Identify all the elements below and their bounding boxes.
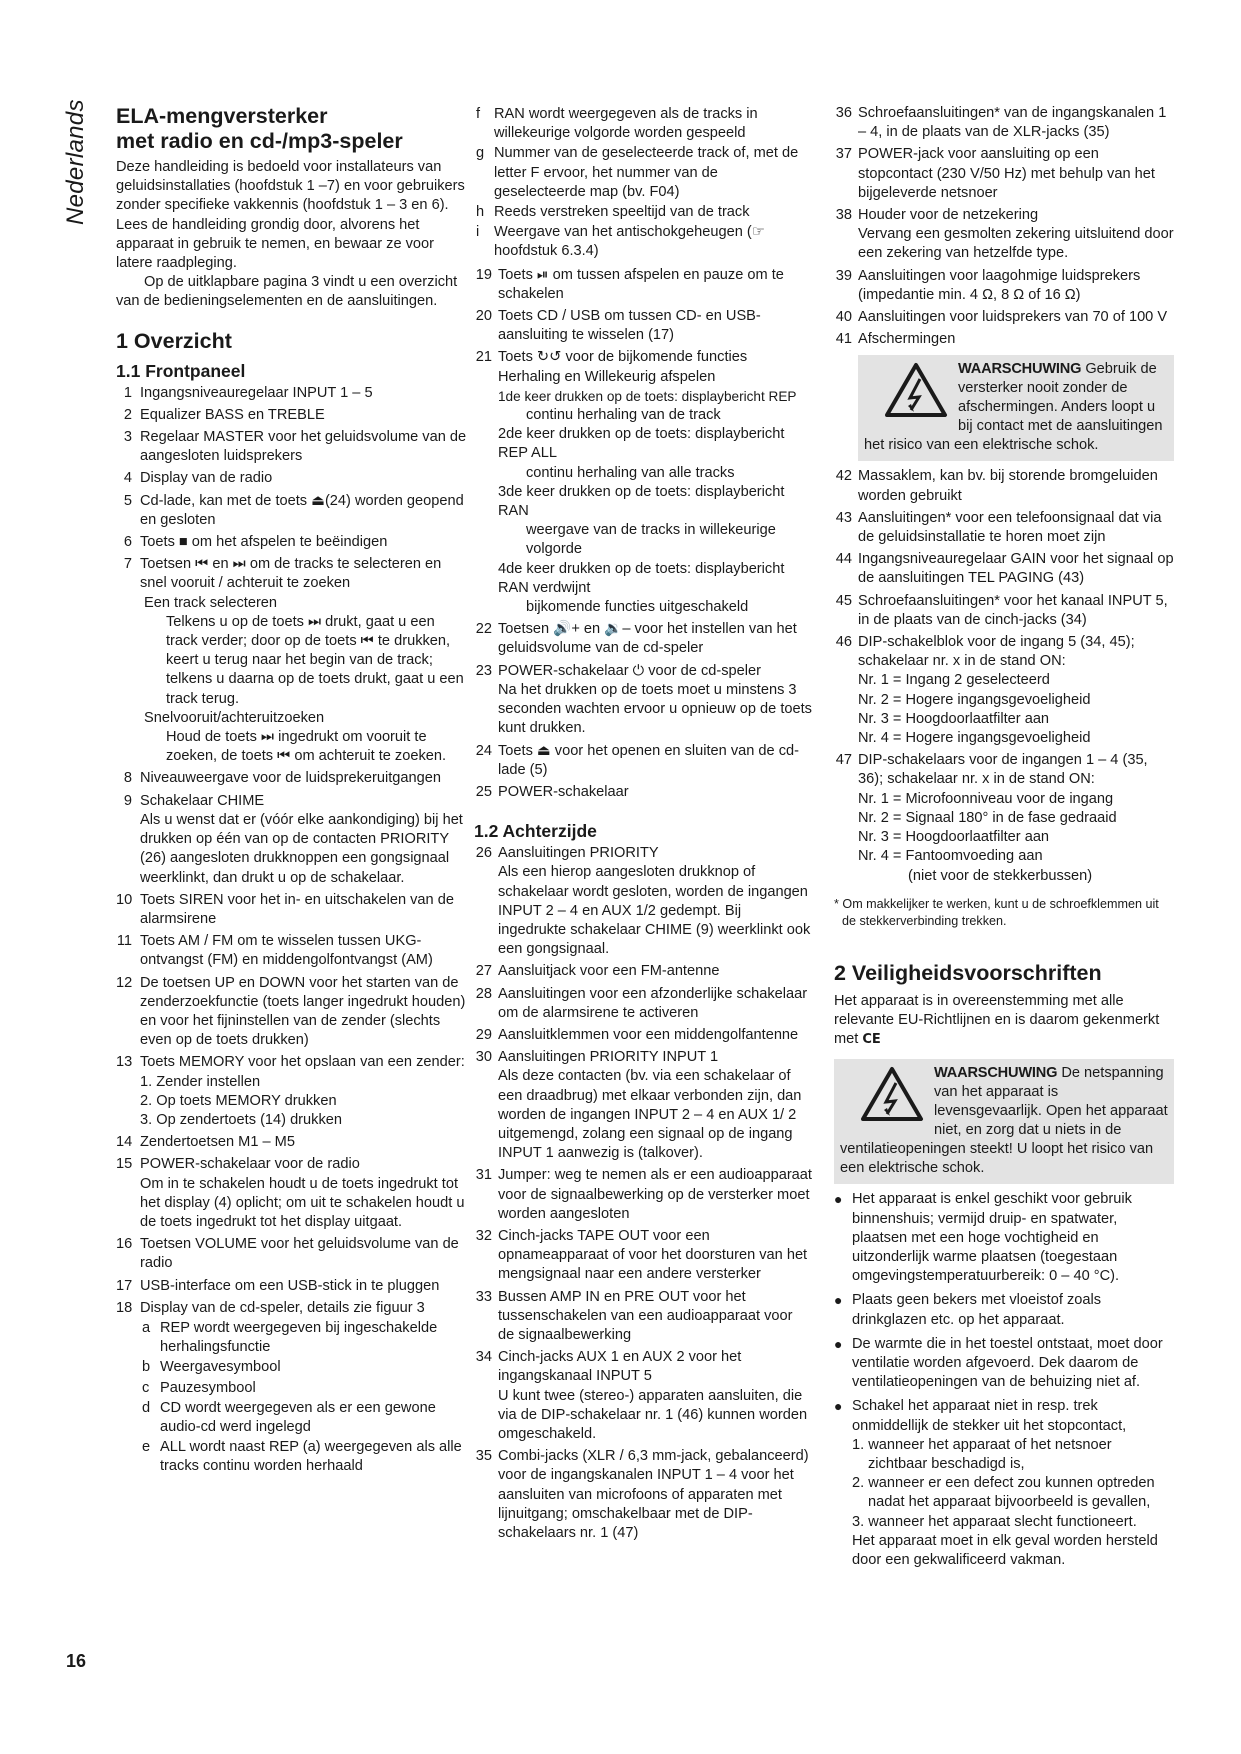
- item-7-subheading: Een track selecteren: [144, 594, 278, 611]
- list-item: 15 POWER-schakelaar voor de radio Om in te schakelen houdt u de toets ingedrukt tot het display (4) oplicht; om uit te schakelen houdt u de toets ingedrukt tot het display uitgaat.: [116, 1155, 468, 1232]
- column-1: [116, 104, 468, 1480]
- list-item: 16 Toetsen VOLUME voor het geluidsvolume van de radio: [116, 1236, 459, 1272]
- item-7-subheading: Snelvooruit/achteruitzoeken: [144, 709, 325, 726]
- list-item: 11 Toets AM / FM om te wisselen tussen UKG-ontvangst (FM) en middengolfontvangst (AM): [116, 933, 433, 969]
- condition: 2. wanneer er een defect zou kunnen optreden nadat het apparaat bijvoorbeeld is gevallen,: [852, 1475, 1155, 1511]
- step: 1. Zender instellen: [140, 1073, 261, 1090]
- bullet-item: ● Schakel het apparaat niet in resp. trek onmiddellijk de stekker uit het stopcontact, 1. wanneer het apparaat of het netsnoer zichtbaar beschadigd is, 2. wanneer er een defect zou kunnen optreden nadat het apparaat bijvoorbeeld is gevallen, 3. wanneer het apparaat slecht functioneert. Het apparaat moet in elk geval worden hersteld door een gekwalificeerd vakman.: [834, 1397, 1174, 1570]
- sub-item: b Weergavesymbool: [142, 1359, 281, 1376]
- press-result: bijkomende functies uitgeschakeld: [526, 599, 749, 616]
- list-item: 12 De toetsen UP en DOWN voor het starten van de zenderzoekfunctie (toets langer ingedrukt houden) en voor het fijninstellen van de zender (slechts even op de toets drukken): [116, 974, 466, 1049]
- press-step: 3de keer drukken op de toets: displaybericht RAN: [498, 483, 785, 520]
- list-item: 47 DIP-schakelaars voor de ingangen 1 – 4 (35, 36); schakelaar nr. x in de stand ON: Nr. 1 = Microfoonniveau voor de ingang Nr. 2 = Signaal 180° in de fase gedraaid Nr. 3 = Hoogdoorlaatfilter aan Nr. 4 = Fantoomvoeding aan (niet voor de stekkerbussen): [834, 751, 1174, 885]
- press-step: 2de keer drukken op de toets: displaybericht REP ALL: [498, 426, 785, 462]
- list-item: 13 Toets MEMORY voor het opslaan van een zender: 1. Zender instellen 2. Op toets MEMORY drukken 3. Op zendertoets (14) drukken: [116, 1053, 468, 1130]
- list-item: 43 Aansluitingen* voor een telefoonsignaal dat via de geluidsinstallatie te horen moet zijn: [835, 509, 1162, 546]
- list-item: 4 Display van de radio: [123, 470, 273, 487]
- list-item: 26 Aansluitingen PRIORITY Als een hierop aangesloten drukknop of schakelaar wordt gesloten, worden de ingangen INPUT 2 – 4 en AUX 1/2 gedempt. Bij ingedrukte schakelaar CHIME (9) weerklinkt ook een gongsignaal.: [474, 844, 812, 959]
- column-3: [834, 104, 1174, 1575]
- list-item: 2 Equalizer BASS en TREBLE: [123, 406, 325, 423]
- list-item: 1 Ingangsniveauregelaar INPUT 1 – 5: [123, 384, 373, 401]
- page-number: 16: [66, 1651, 87, 1671]
- condition: 3. wanneer het apparaat slecht functioneert.: [852, 1513, 1137, 1530]
- sub-item: f RAN wordt weergegeven als de tracks in willekeurige volgorde worden gespeeld: [476, 106, 758, 142]
- warning-label: WAARSCHUWING: [934, 1065, 1058, 1082]
- ce-mark: CE: [862, 1032, 881, 1048]
- list-item: 7 Toetsen ⏮ en ⏭ om de tracks te selecteren en snel vooruit / achteruit te zoeken Een track selecteren Telkens u op de toets ⏭ drukt, gaat u een track verder; door op de toets ⏮ te drukken, keert u terug naar het begin van de track; telkens u daarna op de toets drukt, gaat u een track terug. Snelvooruit/achteruitzoeken Houd de toets ⏭ ingedrukt om vooruit te zoeken, de toets ⏮ om achteruit te zoeken.: [116, 555, 468, 766]
- step: 2. Op toets MEMORY drukken: [140, 1092, 337, 1109]
- bullet-conclusion: Het apparaat moet in elk geval worden hersteld door een gekwalificeerd vakman.: [852, 1532, 1158, 1568]
- list-item: 36 Schroefaansluitingen* van de ingangskanalen 1 – 4, in de plaats van de XLR-jacks (35): [835, 105, 1167, 141]
- list-item: 9 Schakelaar CHIME Als u wenst dat er (vóór elke aankondiging) bij het drukken op één van op de contacten PRIORITY (26) aangesloten drukknoppen een gongsignaal weerklinkt, dan drukt u op de schakelaar.: [116, 792, 468, 888]
- list-item: 19 Toets ⏯ om tussen afspelen en pauze om te schakelen: [475, 266, 784, 302]
- item-30-detail: Als deze contacten (bv. via een schakelaar of een draadbrug) met elkaar verbonden zijn, dan worden de ingangen INPUT 2 – 4 en AUX 1/ 2 uitgemengd, zolang een signaal op de ingang INPUT 1 aanwezig is (talkover).: [498, 1068, 802, 1162]
- list-item: 18 Display van de cd-speler, details zie figuur 3 a REP wordt weergegeven bij ingeschakelde herhalingsfunctie b Weergavesymbool c Pauzesymbool d CD wordt weergegeven als er een gewone audio-cd werd ingelegd e ALL wordt naast REP (a) weergegeven als alle tracks continu worden herhaald: [116, 1299, 468, 1477]
- dip-setting: Nr. 3 = Hoogdoorlaatfilter aan: [858, 710, 1050, 727]
- dip-setting: Nr. 2 = Signaal 180° in de fase gedraaid: [858, 809, 1117, 826]
- list-item: 32 Cinch-jacks TAPE OUT voor een opnameapparaat of voor het doorsturen van het mengsignaal naar een andere versterker: [475, 1227, 808, 1283]
- language-tab: [62, 99, 92, 235]
- item-23-detail: Na het drukken op de toets moet u minstens 3 seconden wachten ervoor u opnieuw op de toets kunt drukken.: [498, 681, 812, 737]
- press-result: continu herhaling van alle tracks: [526, 464, 735, 481]
- list-item: 6 Toets ■ om het afspelen te beëindigen: [123, 534, 388, 551]
- press-step: 1de keer drukken op de toets: displaybericht REP: [498, 388, 797, 404]
- title-line-2: met radio en cd-/mp3-speler: [116, 129, 403, 153]
- item-7-detail: Telkens u op de toets ⏭ drukt, gaat u een track verder; door op de toets ⏮ te drukken, keert u terug naar het begin van de track; telkens u daarna op de toets drukt, gaat u een track terug.: [166, 613, 464, 707]
- section-1-1-heading: 1.1 Frontpaneel: [116, 360, 246, 381]
- list-item: 37 POWER-jack voor aansluiting op een stopcontact (230 V/50 Hz) met behulp van het bijgeleverde netsnoer: [835, 146, 1155, 201]
- press-result: weergave van de tracks in willekeurige volgorde: [526, 522, 776, 558]
- sub-item: c Pauzesymbool: [142, 1379, 256, 1396]
- item-26-detail: Als een hierop aangesloten drukknop of schakelaar wordt gesloten, worden de ingangen INPUT 2 – 4 en AUX 1/2 gedempt. Bij ingedrukte schakelaar CHIME (9) weerklinkt ook een gongsignaal.: [498, 864, 811, 958]
- item-34-detail: U kunt twee (stereo-) apparaten aansluiten, die via de DIP-schakelaar nr. 1 (46) kunnen worden omgeschakeld.: [498, 1387, 808, 1442]
- list-item: 30 Aansluitingen PRIORITY INPUT 1 Als deze contacten (bv. via een schakelaar of een draadbrug) met elkaar verbonden zijn, dan worden de ingangen INPUT 2 – 4 en AUX 1/ 2 uitgemengd, zolang een signaal op de ingang INPUT 1 aanwezig is (talkover).: [474, 1048, 812, 1163]
- sub-item: e ALL wordt naast REP (a) weergegeven als alle tracks continu worden herhaald: [142, 1439, 462, 1475]
- list-item: 40 Aansluitingen voor luidsprekers van 70 of 100 V: [835, 309, 1168, 326]
- condition: 1. wanneer het apparaat of het netsnoer zichtbaar beschadigd is,: [852, 1436, 1112, 1472]
- intro-paragraph-2: Op de uitklapbare pagina 3 vindt u een overzicht van de bedieningselementen en de aansluitingen.: [116, 274, 458, 310]
- list-item: 10 Toets SIREN voor het in- en uitschakelen van de alarmsirene: [116, 891, 454, 927]
- list-item: 45 Schroefaansluitingen* voor het kanaal INPUT 5, in de plaats van de cinch-jacks (34): [835, 592, 1168, 628]
- bullet-item: ● Plaats geen bekers met vloeistof zoals drinkglazen etc. op het apparaat.: [834, 1292, 1102, 1328]
- item-38-detail: Vervang een gesmolten zekering uitsluitend door een zekering van hetzelfde type.: [858, 226, 1174, 262]
- language-tab-label: Nederlands: [62, 99, 89, 225]
- list-item: 29 Aansluitklemmen voor een middengolfantenne: [475, 1026, 799, 1043]
- list-item: 17 USB-interface om een USB-stick in te pluggen: [116, 1277, 440, 1294]
- list-item: 39 Aansluitingen voor laagohmige luidsprekers (impedantie min. 4 Ω, 8 Ω of 16 Ω): [835, 267, 1141, 303]
- section-2-intro: Het apparaat is in overeenstemming met alle relevante EU-Richtlijnen en is daarom gekenmerkt met CE: [834, 992, 1160, 1048]
- list-item: 46 DIP-schakelblok voor de ingang 5 (34, 45); schakelaar nr. x in de stand ON: Nr. 1 = Ingang 2 geselecteerd Nr. 2 = Hogere ingangsgevoeligheid Nr. 3 = Hoogdoorlaatfilter aan Nr. 4 = Hogere ingangsgevoeligheid: [834, 633, 1174, 748]
- list-item: 24 Toets ⏏ voor het openen en sluiten van de cd-lade (5): [475, 742, 799, 778]
- item-15-detail: Om in te schakelen houdt u de toets ingedrukt tot het display (4) oplicht; om uit te schakelen houdt u de toets ingedrukt tot het display uitgaat.: [140, 1175, 465, 1230]
- list-item: 8 Niveauweergave voor de luidsprekeruitgangen: [123, 770, 441, 787]
- press-result: continu herhaling van de track: [526, 407, 721, 424]
- list-item: 42 Massaklem, kan bv. bij storende bromgeluiden worden gebruikt: [835, 468, 1158, 504]
- list-item: 22 Toetsen 🔊+ en 🔉– voor het instellen van het geluidsvolume van de cd-speler: [475, 621, 797, 657]
- list-item: 25 POWER-schakelaar: [475, 783, 629, 800]
- column-2: [474, 104, 812, 1546]
- list-item: 23 POWER-schakelaar ⏻ voor de cd-speler Na het drukken op de toets moet u minstens 3 seconden wachten ervoor u opnieuw op de toets kunt drukken.: [474, 662, 812, 739]
- list-item: 38 Houder voor de netzekering Vervang een gesmolten zekering uitsluitend door een zekering van hetzelfde type.: [834, 206, 1174, 264]
- dip-setting-note: (niet voor de stekkerbussen): [908, 867, 1093, 884]
- list-item: 41 Afschermingen: [835, 331, 956, 348]
- sub-item: h Reeds verstreken speeltijd van de track: [476, 204, 750, 221]
- warning-label: WAARSCHUWING: [958, 361, 1082, 378]
- warning-text: Gebruik de versterker nooit zonder de afschermingen. Anders loopt u bij contact met de aansluitingen het risico van een elektrische schok.: [864, 361, 1163, 454]
- warning-text: De netspanning van het apparaat is levensgevaarlijk. Open het apparaat niet, en zorg dat u niets in de ventilatieopeningen steekt! U loopt het risico van een elektrische schok.: [840, 1065, 1168, 1177]
- section-1-heading: 1 Overzicht: [116, 328, 232, 353]
- warning-box-mains: [834, 1059, 1174, 1184]
- dip-setting: Nr. 2 = Hogere ingangsgevoeligheid: [858, 691, 1091, 708]
- list-item: 33 Bussen AMP IN en PRE OUT voor het tussenschakelen van een audioapparaat voor de signaalbewerking: [475, 1288, 793, 1343]
- list-item: 21 Toets ↻↺ voor de bijkomende functies Herhaling en Willekeurig afspelen 1de keer drukken op de toets: displaybericht REP continu herhaling van de track 2de keer drukken op de toets: displaybericht REP ALL continu herhaling van alle tracks 3de keer drukken op de toets: displaybericht RAN weergave van de tracks in willekeurige volgorde 4de keer drukken op de toets: displaybericht RAN verdwijnt bijkomende functies uitgeschakeld: [474, 348, 812, 617]
- step: 3. Op zendertoets (14) drukken: [140, 1111, 342, 1128]
- warning-box-shields: [858, 355, 1174, 461]
- bullet-item: ● Het apparaat is enkel geschikt voor gebruik binnenshuis; vermijd druip- en spatwater, plaatsen met een hoge vochtigheid en uitzonderlijk warme plaatsen (toegestaan omgevingstemperatuurbereik: 0 – 40 °C).: [834, 1191, 1132, 1285]
- list-item: 5 Cd-lade, kan met de toets ⏏(24) worden geopend en gesloten: [123, 492, 464, 528]
- dip-setting: Nr. 4 = Hogere ingangsgevoeligheid: [858, 730, 1091, 747]
- list-item: 20 Toets CD / USB om tussen CD- en USB-aansluiting te wisselen (17): [475, 308, 761, 344]
- list-item: 34 Cinch-jacks AUX 1 en AUX 2 voor het ingangskanaal INPUT 5 U kunt twee (stereo-) apparaten aansluiten, die via de DIP-schakelaar nr. 1 (46) kunnen worden omgeschakeld.: [474, 1348, 812, 1444]
- document-title: [116, 104, 468, 154]
- sub-item: a REP wordt weergegeven bij ingeschakelde herhalingsfunctie: [142, 1319, 438, 1356]
- press-step: 4de keer drukken op de toets: displaybericht RAN verdwijnt: [498, 560, 785, 596]
- item-7-detail: Houd de toets ⏭ ingedrukt om vooruit te zoeken, de toets ⏮ om achteruit te zoeken.: [166, 729, 447, 765]
- section-1-2-heading: 1.2 Achterzijde: [474, 821, 597, 842]
- dip-setting: Nr. 1 = Ingang 2 geselecteerd: [858, 672, 1050, 689]
- bullet-item: ● De warmte die in het toestel ontstaat, moet door ventilatie worden afgevoerd. Dek daarom de ventilatieopeningen van de behuizing niet af.: [834, 1335, 1163, 1391]
- title-line-1: ELA-mengversterker: [116, 104, 328, 128]
- intro-paragraph-1: Deze handleiding is bedoeld voor installateurs van geluidsinstallaties (hoofdstuk 1 –7) en voor gebruikers zonder specifieke vakkennis (hoofdstuk 1 – 3 en 6). Lees de handleiding grondig door, alvorens het apparaat in gebruik te nemen, en bewaar ze voor latere raadpleging.: [116, 159, 465, 272]
- dip-setting: Nr. 3 = Hoogdoorlaatfilter aan: [858, 829, 1050, 846]
- list-item: 3 Regelaar MASTER voor het geluidsvolume van de aangesloten luidsprekers: [123, 429, 467, 465]
- high-voltage-warning-icon: [884, 362, 948, 418]
- sub-item: i Weergave van het antischokgeheugen (☞ hoofdstuk 6.3.4): [476, 224, 765, 260]
- list-item: 35 Combi-jacks (XLR / 6,3 mm-jack, gebalanceerd) voor de ingangskanalen INPUT 1 – 4 voor het aansluiten van microfoons of apparaten met lijnuitgang; omschakelbaar met de DIP-schakelaars nr. 1 (47): [475, 1448, 809, 1542]
- sub-item: g Nummer van de geselecteerde track of, met de letter F ervoor, het nummer van de geselecteerde map (bv. F04): [476, 145, 799, 200]
- dip-setting: Nr. 4 = Fantoomvoeding aan: [858, 848, 1043, 865]
- list-item: 44 Ingangsniveauregelaar GAIN voor het signaal op de aansluitingen TEL PAGING (43): [835, 551, 1174, 587]
- list-item: 28 Aansluitingen voor een afzonderlijke schakelaar om de alarmsirene te activeren: [475, 985, 808, 1021]
- list-item: 27 Aansluitjack voor een FM-antenne: [475, 963, 720, 980]
- high-voltage-warning-icon: [860, 1066, 924, 1122]
- sub-item: d CD wordt weergegeven als er een gewone audio-cd werd ingelegd: [142, 1399, 436, 1435]
- footnote: * Om makkelijker te werken, kunt u de schroefklemmen uit de stekkerverbinding trekken.: [834, 896, 1159, 928]
- dip-setting: Nr. 1 = Microfoonniveau voor de ingang: [858, 790, 1114, 807]
- section-2-heading: 2 Veiligheidsvoorschriften: [834, 960, 1102, 985]
- list-item: 14 Zendertoetsen M1 – M5: [116, 1134, 295, 1151]
- item-9-detail: Als u wenst dat er (vóór elke aankondiging) bij het drukken op één van op de contacten PRIORITY (26) aangesloten drukknoppen een gongsignaal weerklinkt, dan drukt u op de schakelaar.: [140, 811, 463, 886]
- list-item: 31 Jumper: weg te nemen als er een audioapparaat voor de signaalbewerking op de versterker moet worden aangesloten: [475, 1167, 812, 1222]
